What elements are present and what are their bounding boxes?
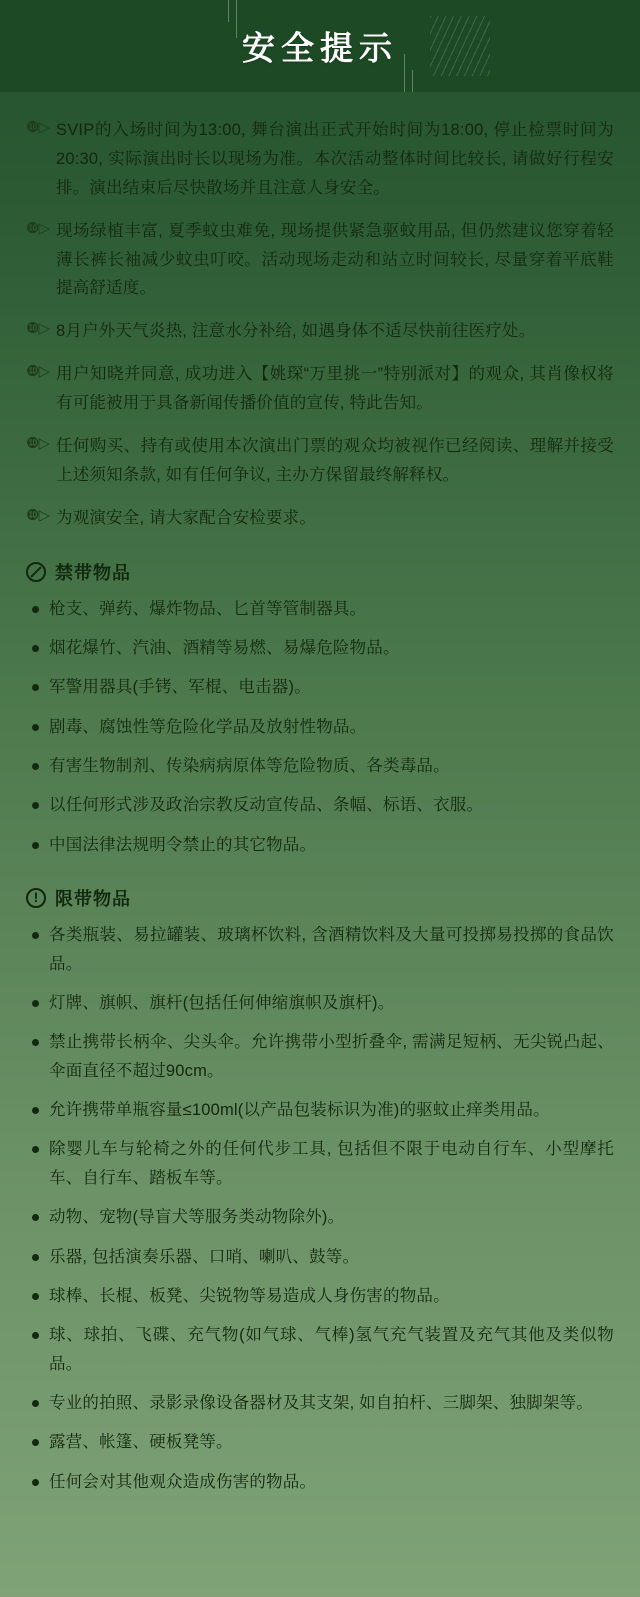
list-item-label: 任何会对其他观众造成伤害的物品。: [49, 1472, 317, 1491]
bullet-dot-icon: [32, 1293, 39, 1300]
list-item-label: 露营、帐篷、硬板凳等。: [49, 1433, 233, 1452]
list-item: [26, 791, 614, 819]
page-title: 安全提示: [242, 29, 398, 67]
list-item-label: 有害生物制剂、传染病病原体等危险物质、各类毒品。: [49, 757, 450, 775]
bullet-dot-icon: [32, 606, 39, 613]
list-item: [26, 921, 614, 978]
exclamation-circle-icon: [26, 888, 46, 908]
bullet-dot-icon: [32, 1146, 39, 1153]
bullet-dot-icon: [32, 1254, 39, 1261]
list-item: [26, 360, 614, 418]
bullet-dot-icon: [32, 1107, 39, 1114]
flag-bullet-icon: ❿▷: [26, 320, 49, 338]
bullet-dot-icon: [32, 932, 39, 939]
deco-vertical-line: [412, 70, 413, 92]
banned-item-list: [26, 595, 614, 860]
flag-bullet-icon: ❿▷: [26, 219, 49, 237]
list-item-label: 专业的拍照、录影录像设备器材及其支架, 如自拍杆、三脚架、独脚架等。: [49, 1394, 593, 1412]
bullet-dot-icon: [32, 763, 39, 770]
list-item: [26, 1282, 614, 1310]
section-title: 限带物品: [55, 889, 131, 910]
list-item: [26, 673, 614, 701]
list-item: [26, 831, 614, 859]
notice-text: 任何购买、持有或使用本次演出门票的观众均被视作已经阅读、理解并接受上述须知条款, 如有任何争议, 主办方保留最终解释权。: [56, 436, 614, 484]
list-item: [26, 432, 614, 490]
list-item: [26, 634, 614, 662]
notice-text: 现场绿植丰富, 夏季蚊虫难免, 现场提供紧急驱蚊用品, 但仍然建议您穿着轻薄长裤长袖减少蚊虫叮咬。活动现场走动和站立时间较长, 尽量穿着平底鞋提高舒适度。: [56, 221, 614, 298]
deco-vertical-line: [228, 0, 229, 22]
notice-text: 8月户外天气炎热, 注意水分补给, 如遇身体不适尽快前往医疗处。: [56, 322, 536, 341]
list-item-label: 军警用器具(手铐、军棍、电击器)。: [49, 678, 311, 697]
list-item-label: 灯牌、旗帜、旗杆(包括任何伸缩旗帜及旗杆)。: [49, 993, 395, 1012]
flag-bullet-icon: ❿▷: [26, 434, 49, 452]
list-item: [26, 713, 614, 741]
bullet-dot-icon: [32, 1214, 39, 1221]
list-item: [26, 1135, 614, 1192]
list-item: [26, 1203, 614, 1231]
list-item: [26, 317, 614, 346]
list-item-label: 中国法律法规明令禁止的其它物品。: [49, 835, 317, 854]
list-item: [26, 1243, 614, 1271]
list-item: [26, 504, 614, 533]
list-item-label: 乐器, 包括演奏乐器、口哨、喇叭、鼓等。: [49, 1247, 360, 1266]
notice-text: 用户知晓并同意, 成功进入【姚琛“万里挑一”特别派对】的观众, 其肖像权将有可能被用于具备新闻传播价值的宣传, 特此告知。: [56, 365, 614, 412]
bullet-dot-icon: [32, 1000, 39, 1007]
list-item-label: 枪支、弹药、爆炸物品、匕首等管制器具。: [49, 599, 367, 618]
section-title: 禁带物品: [55, 562, 131, 583]
bullet-dot-icon: [32, 1400, 39, 1407]
ban-circle-icon: [26, 562, 46, 582]
list-item-label: 以任何形式涉及政治宗教反动宣传品、条幅、标语、衣服。: [49, 796, 484, 815]
list-item-label: 动物、宠物(导盲犬等服务类动物除外)。: [49, 1208, 345, 1227]
list-item: [26, 1028, 614, 1085]
list-item: [26, 1389, 614, 1417]
bullet-dot-icon: [32, 1332, 39, 1339]
list-item-label: 球棒、长棍、板凳、尖锐物等易造成人身伤害的物品。: [49, 1286, 450, 1305]
section-header-restricted: [26, 885, 614, 911]
list-item: [26, 595, 614, 623]
notice-list: [26, 116, 614, 533]
list-item-label: 除婴儿车与轮椅之外的任何代步工具, 包括但不限于电动自行车、小型摩托车、自行车、踏板车等。: [49, 1140, 614, 1187]
list-item: [26, 1428, 614, 1456]
bullet-dot-icon: [32, 802, 39, 809]
list-item: [26, 217, 614, 304]
list-item-label: 球、球拍、飞碟、充气物(如气球、气棒)氢气充气装置及充气其他及类似物品。: [49, 1326, 614, 1373]
bullet-dot-icon: [32, 842, 39, 849]
list-item: [26, 1321, 614, 1378]
flag-bullet-icon: ❿▷: [26, 119, 49, 136]
bullet-dot-icon: [32, 1439, 39, 1446]
list-item-label: 烟花爆竹、汽油、酒精等易燃、易爆危险物品。: [49, 638, 400, 657]
list-item: [26, 1468, 614, 1496]
page-header: [0, 0, 640, 92]
bullet-dot-icon: [32, 1479, 39, 1486]
page-content: [0, 92, 640, 1547]
notice-text: SVIP的入场时间为13:00, 舞台演出正式开始时间为18:00, 停止检票时间为20:30, 实际演出时长以现场为准。本次活动整体时间比较长, 请做好行程安排。演出结束后尽快散场并且注意人身安全。: [56, 121, 614, 197]
list-item-label: 允许携带单瓶容量≤100ml(以产品包装标识为准)的驱蚊止痒类用品。: [49, 1101, 550, 1119]
flag-bullet-icon: ❿▷: [26, 506, 49, 524]
list-item-label: 禁止携带长柄伞、尖头伞。允许携带小型折叠伞, 需满足短柄、无尖锐凸起、伞面直径不超过90cm。: [49, 1033, 614, 1080]
bullet-dot-icon: [32, 645, 39, 652]
bullet-dot-icon: [32, 684, 39, 691]
restricted-item-list: [26, 921, 614, 1496]
list-item: [26, 116, 614, 203]
list-item-label: 各类瓶装、易拉罐装、玻璃杯饮料, 含酒精饮料及大量可投掷易投掷的食品饮品。: [49, 926, 614, 973]
section-header-banned: [26, 559, 614, 585]
bullet-dot-icon: [32, 724, 39, 731]
list-item: [26, 752, 614, 780]
notice-text: 为观演安全, 请大家配合安检要求。: [56, 508, 317, 527]
bullet-dot-icon: [32, 1039, 39, 1046]
flag-bullet-icon: ❿▷: [26, 363, 49, 381]
list-item: [26, 989, 614, 1017]
list-item-label: 剧毒、腐蚀性等危险化学品及放射性物品。: [49, 717, 367, 736]
list-item: [26, 1096, 614, 1124]
